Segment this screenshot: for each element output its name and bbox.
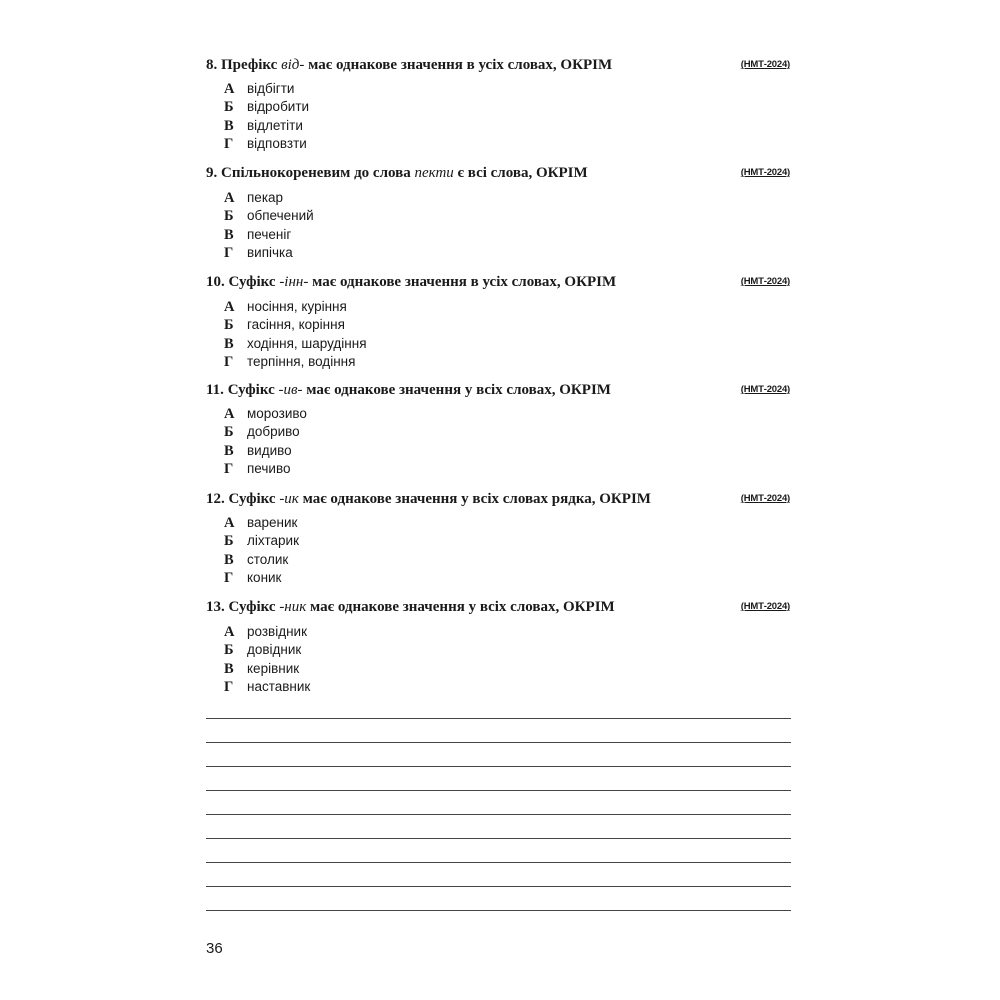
option-letter: Г	[224, 569, 234, 586]
option-letter: В	[224, 551, 234, 568]
question-text	[206, 272, 616, 292]
question-prefix-text: Суфікс	[228, 491, 280, 507]
answer-options	[206, 514, 790, 587]
question-header	[206, 163, 790, 183]
writing-line	[206, 742, 791, 743]
question-term: пекти	[414, 165, 454, 181]
option-a	[206, 514, 790, 532]
option-text: ліхтарик	[247, 533, 299, 549]
writing-line	[206, 862, 791, 863]
question-number: 8.	[206, 57, 218, 73]
option-h	[206, 244, 790, 262]
option-text: видиво	[247, 442, 292, 458]
question-source: (НМТ-2024)	[740, 493, 790, 504]
question-text	[206, 380, 611, 400]
question-source: (НМТ-2024)	[740, 167, 790, 178]
question-number: 12.	[206, 491, 225, 507]
option-letter: В	[224, 335, 234, 352]
question-number: 11.	[206, 382, 224, 398]
question-number: 13.	[206, 599, 225, 615]
writing-line	[206, 838, 791, 839]
option-text: ходіння, шарудіння	[247, 335, 367, 351]
option-text: відповзти	[247, 135, 307, 151]
option-v	[206, 335, 790, 353]
question-suffix-text: є всі слова, ОКРІМ	[453, 165, 588, 181]
question-text	[206, 55, 612, 75]
option-v	[206, 660, 790, 678]
option-text: носіння, куріння	[247, 299, 347, 314]
question-suffix-text: має однакове значення у всіх словах, ОКРІМ	[302, 382, 611, 398]
question-prefix-text: Спільнокореневим до слова	[221, 165, 415, 181]
option-letter: Б	[224, 99, 234, 116]
page-number: 36	[206, 940, 223, 957]
question-source: (НМТ-2024)	[740, 601, 790, 612]
option-a	[206, 189, 790, 207]
question-prefix-text: Префікс	[221, 57, 282, 73]
option-b	[206, 532, 790, 550]
option-text: столик	[247, 551, 289, 567]
writing-line	[206, 790, 791, 791]
question-prefix-text: Суфікс	[228, 274, 280, 290]
question-9	[206, 163, 790, 262]
option-h	[206, 460, 790, 478]
question-suffix-text: має однакове значення в усіх словах, ОКРІМ	[308, 274, 617, 290]
option-text: терпіння, водіння	[247, 353, 356, 369]
question-prefix-text: Суфікс	[228, 599, 280, 615]
question-term: -інн-	[279, 274, 309, 290]
option-v	[206, 117, 790, 135]
option-letter: Б	[224, 642, 234, 659]
option-letter: Г	[224, 460, 234, 477]
option-letter: В	[224, 660, 234, 677]
option-text: розвідник	[247, 624, 308, 639]
answer-options	[206, 623, 790, 696]
option-v	[206, 551, 790, 569]
answer-options	[206, 405, 790, 478]
question-suffix-text: має однакове значення в усіх словах, ОКРІМ	[304, 57, 613, 73]
question-12	[206, 489, 790, 587]
option-h	[206, 353, 790, 371]
option-a	[206, 298, 790, 316]
option-a	[206, 405, 790, 423]
option-a	[206, 80, 790, 98]
option-h	[206, 569, 790, 587]
option-v	[206, 442, 790, 460]
question-10	[206, 272, 790, 371]
question-text	[206, 597, 615, 617]
option-letter: В	[224, 117, 234, 134]
question-term: -ик	[279, 491, 299, 507]
question-text	[206, 489, 651, 509]
option-text: морозиво	[247, 406, 307, 421]
question-11	[206, 380, 790, 478]
option-letter: Г	[224, 678, 234, 695]
question-13	[206, 597, 790, 696]
writing-line	[206, 766, 791, 767]
answer-options	[206, 298, 790, 371]
question-text	[206, 163, 588, 183]
option-letter: Г	[224, 135, 234, 152]
option-b	[206, 641, 790, 659]
option-b	[206, 316, 790, 334]
question-header	[206, 597, 790, 617]
answer-options	[206, 189, 790, 262]
option-letter: А	[224, 515, 235, 531]
question-suffix-text: має однакове значення у всіх словах рядка, ОКРІМ	[298, 491, 651, 507]
option-text: гасіння, коріння	[247, 317, 345, 333]
option-text: відлетіти	[247, 117, 303, 133]
option-b	[206, 423, 790, 441]
question-header	[206, 55, 790, 75]
option-letter: В	[224, 442, 234, 459]
question-term: -ив-	[278, 382, 303, 398]
option-letter: А	[224, 624, 235, 640]
question-source: (НМТ-2024)	[740, 384, 790, 395]
option-text: випічка	[247, 244, 293, 260]
question-suffix-text: має однакове значення у всіх словах, ОКРІМ	[306, 599, 615, 615]
question-source: (НМТ-2024)	[740, 276, 790, 287]
writing-line	[206, 718, 791, 719]
option-letter: А	[224, 81, 235, 97]
option-h	[206, 135, 790, 153]
option-letter: Б	[224, 208, 234, 225]
option-text: вареник	[247, 515, 298, 530]
option-text: керівник	[247, 660, 300, 676]
question-number: 9.	[206, 165, 218, 181]
option-text: добриво	[247, 424, 300, 440]
option-letter: А	[224, 299, 235, 315]
option-letter: Б	[224, 424, 234, 441]
option-letter: Г	[224, 244, 234, 261]
question-8	[206, 55, 790, 153]
option-text: відробити	[247, 99, 310, 115]
option-text: коник	[247, 569, 282, 585]
option-text: обпечений	[247, 208, 314, 224]
option-text: наставник	[247, 678, 311, 694]
answer-options	[206, 80, 790, 153]
option-text: пекар	[247, 190, 284, 205]
option-letter: Б	[224, 317, 234, 334]
question-header	[206, 489, 790, 509]
option-letter: А	[224, 190, 235, 206]
option-text: печиво	[247, 460, 291, 476]
option-letter: Б	[224, 533, 234, 550]
option-h	[206, 678, 790, 696]
question-source: (НМТ-2024)	[740, 59, 790, 70]
option-text: довідник	[247, 642, 302, 658]
option-letter: Г	[224, 353, 234, 370]
option-letter: А	[224, 406, 235, 422]
question-term: -ник	[279, 599, 307, 615]
writing-line	[206, 910, 791, 911]
question-term: від-	[281, 57, 305, 73]
option-a	[206, 623, 790, 641]
question-header	[206, 380, 790, 400]
writing-line	[206, 886, 791, 887]
option-text: відбігти	[247, 81, 295, 96]
option-letter: В	[224, 226, 234, 243]
writing-line	[206, 814, 791, 815]
option-b	[206, 98, 790, 116]
question-header	[206, 272, 790, 292]
option-b	[206, 207, 790, 225]
question-number: 10.	[206, 274, 225, 290]
question-prefix-text: Суфікс	[227, 382, 279, 398]
option-v	[206, 226, 790, 244]
option-text: печеніг	[247, 226, 292, 242]
